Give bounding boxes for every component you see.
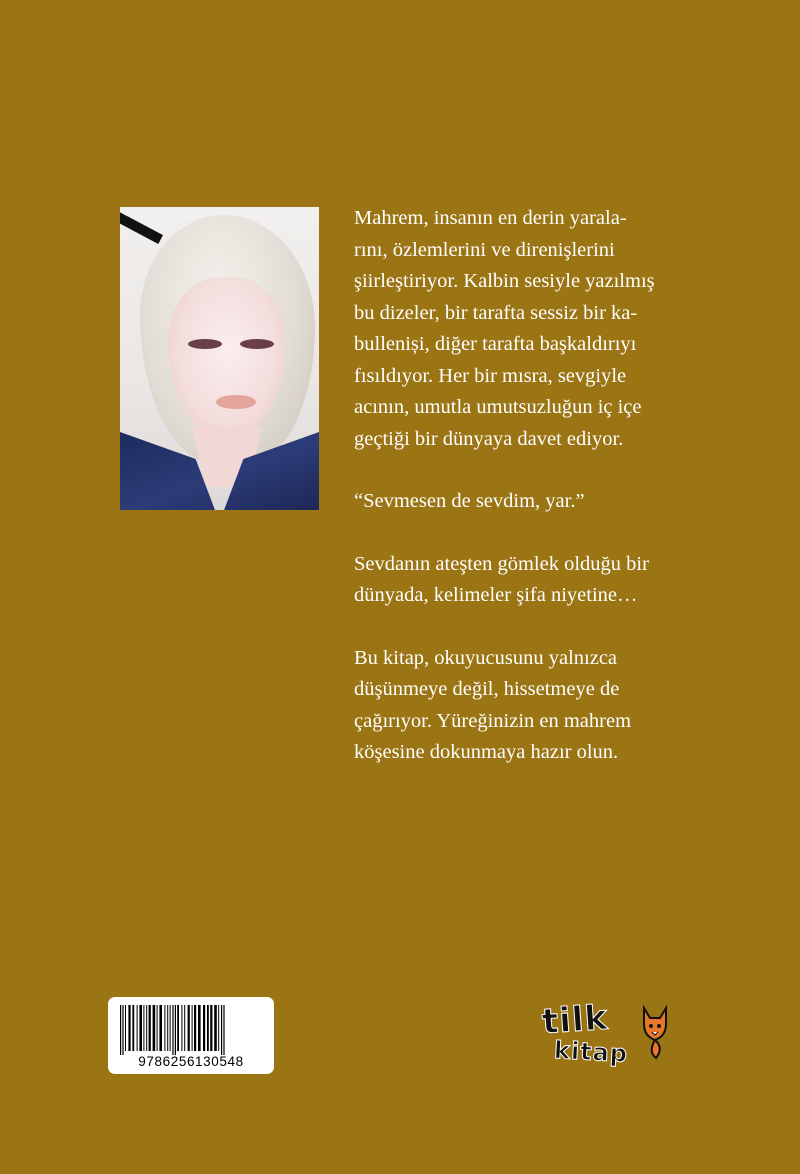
barcode-bars	[120, 1005, 262, 1055]
blurb-line: dünyada, kelimeler şifa niyetine…	[354, 584, 638, 606]
barcode-bar	[125, 1005, 126, 1051]
blurb-line: köşesine dokunmaya hazır olun.	[354, 741, 619, 763]
barcode-bar	[139, 1005, 142, 1051]
barcode-bar	[153, 1005, 156, 1051]
barcode-bar	[122, 1005, 123, 1055]
barcode-bar	[181, 1005, 182, 1051]
isbn-barcode	[108, 997, 274, 1074]
barcode-bar	[172, 1005, 173, 1055]
blurb-line: geçtiği bir dünyaya davet ediyor.	[354, 427, 624, 450]
barcode-bar	[175, 1005, 176, 1055]
barcode-bar	[159, 1005, 162, 1051]
blurb-line: acının, umutla umutsuzluğun iç içe	[354, 396, 642, 418]
blurb-line: bulleniși, diğer tarafta başkaldırıyı	[354, 333, 637, 355]
barcode-bar	[128, 1005, 130, 1051]
author-photo	[120, 207, 319, 510]
blurb-line: düşünmeye değil, hissetmeye de	[354, 678, 620, 700]
back-cover-blurb	[354, 203, 684, 769]
barcode-bar	[167, 1005, 168, 1051]
blurb-line: şiirleştiriyor. Kalbin sesiyle yazılmış	[354, 270, 655, 292]
blurb-line: Bu kitap, okuyucusunu yalnızca	[354, 646, 618, 669]
blurb-line: çağırıyor. Yüreğinizin en mahrem	[354, 709, 632, 732]
barcode-bar	[207, 1005, 209, 1051]
blurb-line: Mahrem, insanın en derin yarala-	[354, 207, 627, 229]
barcode-bar	[149, 1005, 151, 1051]
barcode-bar	[164, 1005, 165, 1051]
barcode-bar	[143, 1005, 144, 1051]
blurb-line: Sevdanın ateşten gömlek olduğu bir	[354, 552, 649, 575]
barcode-bar	[137, 1005, 138, 1051]
publisher-logo	[540, 998, 672, 1078]
barcode-bar	[194, 1005, 196, 1051]
blurb-line: bu dizeler, bir tarafta sessiz bir ka-	[354, 301, 638, 324]
fox-icon	[640, 1002, 670, 1060]
barcode-bar	[120, 1005, 121, 1055]
barcode-bar	[132, 1005, 134, 1051]
blurb-line: fısıldıyor. Her bir mısra, sevgiyle	[354, 364, 627, 387]
barcode-bar	[177, 1005, 179, 1051]
barcode-bar	[210, 1005, 212, 1051]
barcode-bar	[198, 1005, 201, 1051]
barcode-bar	[184, 1005, 185, 1051]
barcode-bar	[223, 1005, 224, 1055]
logo-word-tilk: tilk	[540, 997, 610, 1043]
barcode-bar	[218, 1005, 219, 1051]
barcode-bar	[170, 1005, 171, 1051]
barcode-bar	[203, 1005, 205, 1051]
barcode-bar	[157, 1005, 158, 1051]
barcode-bar	[192, 1005, 193, 1051]
blurb-quote: “Sevmesen de sevdim, yar.”	[354, 490, 585, 512]
logo-word-kitap: kitap	[553, 1036, 629, 1068]
barcode-bar	[214, 1005, 217, 1051]
isbn-number: 9786256130548	[138, 1054, 244, 1069]
barcode-bar	[221, 1005, 222, 1055]
barcode-bar	[188, 1005, 190, 1051]
blurb-line: rını, özlemlerini ve direnişlerini	[354, 238, 615, 261]
barcode-bar	[146, 1005, 147, 1051]
